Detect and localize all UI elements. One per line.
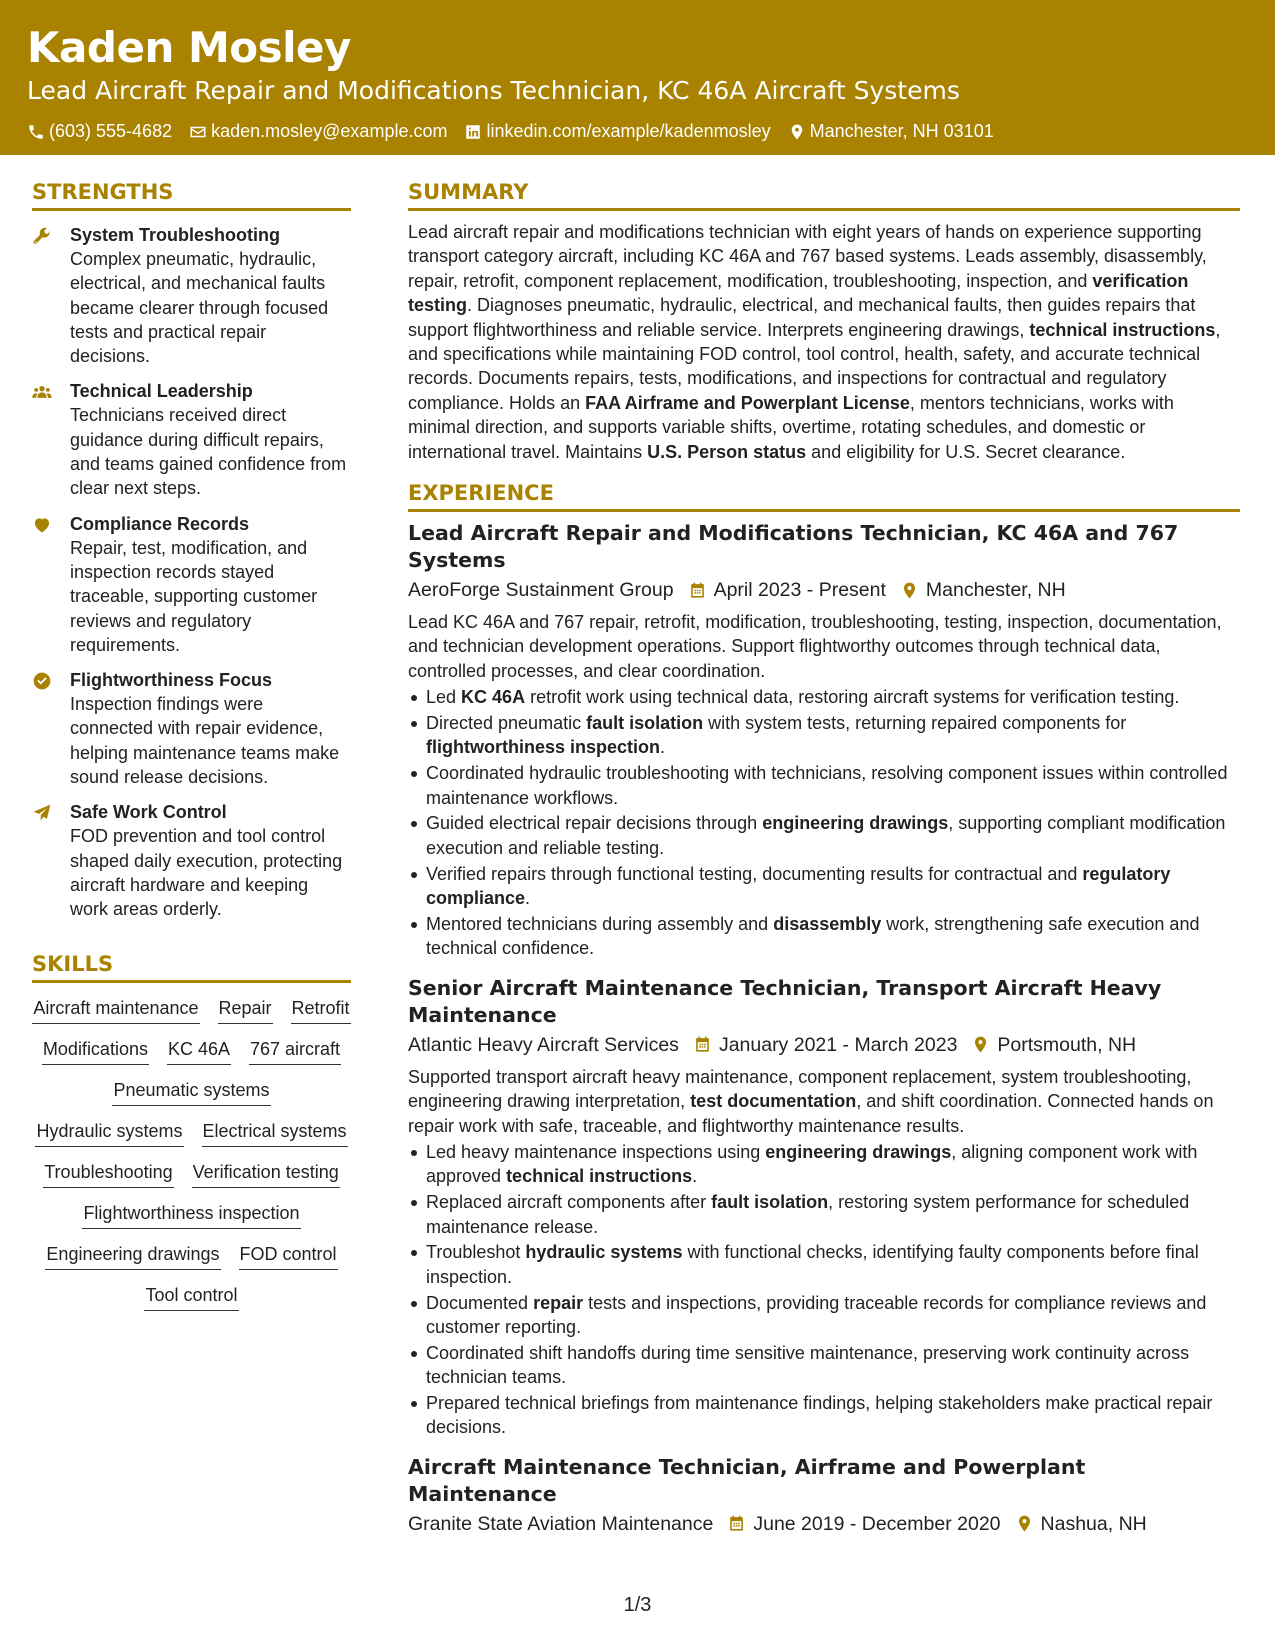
bold-text: U.S. Person status [647,441,807,462]
skill-tag: KC 46A [167,1037,231,1065]
job-bullet [408,711,1240,760]
strength-item [32,379,351,500]
wrench-icon [32,226,52,246]
job-bullets [408,685,1240,960]
job-description [408,1065,1240,1138]
calendar-icon [688,581,707,600]
job-bullet [408,811,1240,860]
text-run: Replaced aircraft components after [426,1192,712,1213]
job-bullet [408,1291,1240,1340]
skill-tag: Flightworthiness inspection [82,1201,300,1229]
strength-description: FOD prevention and tool control shaped daily execution, protecting aircraft hardware and keeping work areas orderly. [70,826,343,920]
phone-icon [27,123,45,141]
text-run: , and specifications while maintaining FOD control, tool control, health, safety, and accurate technical records. Documents repairs, tests, modifications, and inspections for contractual and regulatory compliance. Holds an [408,319,1221,413]
bold-text: technical instructions [506,1166,693,1187]
job-bullet [408,1391,1240,1440]
job-bullet [408,1140,1240,1189]
job-description: Lead KC 46A and 767 repair, retrofit, modification, troubleshooting, testing, inspection, documentation, and technician development operations. Support flightworthy outcomes through technical data, controlled processes, and clear coordination. [408,612,1222,681]
strengths-list [32,223,351,922]
contact-linkedin[interactable] [464,121,770,142]
text-run: Coordinated shift handoffs during time sensitive maintenance, preserving work continuity across technician teams. [426,1342,1190,1388]
phone-text: (603) 555-4682 [49,121,173,141]
skill-tag: Modifications [42,1037,149,1065]
resume-header [0,0,1275,155]
skill-tag: Retrofit [291,996,351,1024]
bold-text: disassembly [773,913,882,934]
calendar-icon [693,1035,712,1054]
skill-tag: Hydraulic systems [35,1119,183,1147]
skill-tag: Tool control [144,1283,238,1311]
skill-tag: Aircraft maintenance [32,996,199,1024]
text-run: work, strengthening safe execution and technical confidence. [426,913,1200,959]
text-run: . [525,888,531,909]
users-icon [32,382,52,402]
strength-title: Safe Work Control [70,802,227,823]
strength-item [32,668,351,789]
job-location: Nashua, NH [1040,1512,1147,1535]
job-bullet [408,1190,1240,1239]
contact-location [788,121,994,142]
text-run: Lead aircraft repair and modifications technician with eight years of hands on experience supporting transport category aircraft, including KC 46A and 767 based systems. Leads assembly, disassembly, repair, retrofit, component replacement, modification, troubleshooting, inspection, and [408,222,1207,291]
text-run: , aligning component work with approved [426,1141,1198,1187]
text-run: with functional checks, identifying faulty components before final inspection. [426,1242,1199,1287]
job-location: Portsmouth, NH [997,1033,1137,1056]
skills-heading: SKILLS [32,950,351,983]
strength-title: Compliance Records [70,513,250,534]
linkedin-icon [464,123,482,141]
skill-tag: 767 aircraft [249,1037,341,1065]
strength-item [32,800,351,921]
envelope-icon [189,123,207,141]
bold-text: verification testing [408,270,1189,316]
experience-heading: EXPERIENCE [408,479,1240,512]
text-run: Guided electrical repair decisions through [426,813,763,834]
paper-plane-icon [32,803,52,823]
text-run: Documented [426,1292,534,1313]
bold-text: fault isolation [711,1192,829,1213]
contact-phone[interactable] [27,121,172,142]
job-title: Lead Aircraft Repair and Modifications Technician, KC 46A and 767 Systems [408,521,1179,573]
text-run: retrofit work using technical data, restoring aircraft systems for verification testing. [525,687,1180,708]
job-bullet [408,1341,1240,1390]
text-run: Mentored technicians during assembly and [426,913,774,934]
bold-text: hydraulic systems [525,1242,683,1263]
text-run: , and shift coordination. Connected hands on repair work with safe, traceable, and flightworthy maintenance results. [408,1091,1214,1136]
map-pin-icon [1015,1514,1034,1533]
bold-text: FAA Airframe and Powerplant License [585,392,910,413]
strength-title: Technical Leadership [70,381,253,402]
linkedin-text: linkedin.com/example/kadenmosley [486,121,771,141]
bold-text: repair [533,1292,584,1313]
job-location: Manchester, NH [925,579,1066,602]
check-circle-icon [32,671,52,691]
page-number: 1/3 [623,1594,652,1616]
text-run: Supported transport aircraft heavy maintenance, component replacement, system troubleshooting, engineering drawing interpretation, [408,1066,1192,1112]
skill-tag: Engineering drawings [45,1242,220,1270]
job-entry [408,1454,1240,1538]
bold-text: test documentation [690,1091,857,1112]
email-text: kaden.mosley@example.com [211,121,448,141]
job-company: AeroForge Sustainment Group [408,579,674,602]
job-bullet [408,761,1240,810]
text-run: . Diagnoses pneumatic, hydraulic, electrical, and mechanical faults, then guides repairs that support flightworthiness and reliable service. Interprets engineering drawings, [408,295,1196,340]
job-meta [408,1510,1240,1538]
strength-title: System Troubleshooting [70,225,281,245]
candidate-name: Kaden Mosley [27,23,351,72]
job-bullet [408,1240,1240,1289]
text-run: Led heavy maintenance inspections using [426,1141,766,1162]
job-title: Senior Aircraft Maintenance Technician, Transport Aircraft Heavy Maintenance [408,975,1162,1027]
contact-email[interactable] [189,121,447,142]
job-bullet [408,685,1240,709]
bold-text: regulatory compliance [426,863,1171,909]
text-run: . [692,1166,698,1187]
skill-tag: Repair [218,996,273,1024]
skill-tag: Troubleshooting [43,1160,173,1188]
map-pin-icon [900,581,919,600]
text-run: Led [426,687,462,708]
strength-title: Flightworthiness Focus [70,670,273,691]
skill-tag: Electrical systems [202,1119,348,1147]
text-run: , mentors technicians, works with minimal direction, and supports variable shifts, overtime, rotating schedules, and domestic or international travel. Maintains [408,392,1174,462]
bold-text: fault isolation [586,713,704,734]
text-run: Troubleshot [426,1242,526,1263]
job-bullets [408,1140,1240,1440]
text-run: Directed pneumatic [426,713,587,734]
bold-text: engineering drawings [765,1141,952,1162]
calendar-icon [727,1514,746,1533]
strength-description: Technicians received direct guidance during difficult repairs, and teams gained confidence from clear next steps. [70,405,347,499]
job-bullet [408,862,1240,911]
text-run: Prepared technical briefings from maintenance findings, helping stakeholders make practical repair decisions. [426,1392,1213,1438]
strength-item [32,223,351,368]
job-meta [408,1031,1240,1059]
strength-description: Repair, test, modification, and inspection records stayed traceable, supporting customer reviews and regulatory requirements. [70,537,318,655]
text-run: Verified repairs through functional testing, documenting results for contractual and [426,863,1083,884]
strengths-heading: STRENGTHS [32,178,351,211]
job-bullet [408,912,1240,961]
contact-bar [27,121,1248,142]
text-run: tests and inspections, providing traceable records for compliance reviews and customer reporting. [426,1292,1207,1337]
job-entry [408,520,1240,961]
summary-text [408,220,1240,464]
skills-list [32,996,351,1311]
text-run: , restoring system performance for scheduled maintenance release. [426,1192,1190,1237]
bold-text: technical instructions [1029,319,1216,340]
skill-tag: Pneumatic systems [112,1078,270,1106]
map-pin-icon [788,123,806,141]
candidate-title: Lead Aircraft Repair and Modifications Technician, KC 46A Aircraft Systems [27,76,960,105]
bold-text: KC 46A [461,687,526,708]
strength-description: Inspection findings were connected with repair evidence, helping maintenance teams make sound release decisions. [70,694,340,788]
job-entry [408,975,1240,1440]
text-run: . [660,737,666,758]
bold-text: engineering drawings [762,813,949,834]
job-company: Atlantic Heavy Aircraft Services [408,1033,679,1056]
skill-tag: Verification testing [192,1160,340,1188]
job-dates: April 2023 - Present [713,579,886,602]
right-column [408,178,1240,1538]
text-run: Coordinated hydraulic troubleshooting with technicians, resolving component issues within controlled maintenance workflows. [426,763,1228,808]
text-run: , supporting compliant modification execution and reliable testing. [426,813,1226,858]
text-run: with system tests, returning repaired components for [703,713,1127,734]
job-meta [408,576,1240,604]
left-column [32,178,351,1311]
strength-item [32,512,351,657]
heart-icon [32,515,52,535]
job-dates: January 2021 - March 2023 [718,1033,958,1056]
skill-tag: FOD control [239,1242,338,1270]
map-pin-icon [971,1035,990,1054]
text-run: and eligibility for U.S. Secret clearance. [806,441,1126,462]
job-company: Granite State Aviation Maintenance [408,1512,714,1535]
job-dates: June 2019 - December 2020 [753,1512,1001,1535]
summary-heading: SUMMARY [408,178,1240,211]
bold-text: flightworthiness inspection [426,737,661,758]
job-title: Aircraft Maintenance Technician, Airframe and Powerplant Maintenance [408,1454,1086,1506]
location-text: Manchester, NH 03101 [809,121,994,141]
strength-description: Complex pneumatic, hydraulic, electrical, and mechanical faults became clearer through focused tests and practical repair decisions. [70,249,329,367]
